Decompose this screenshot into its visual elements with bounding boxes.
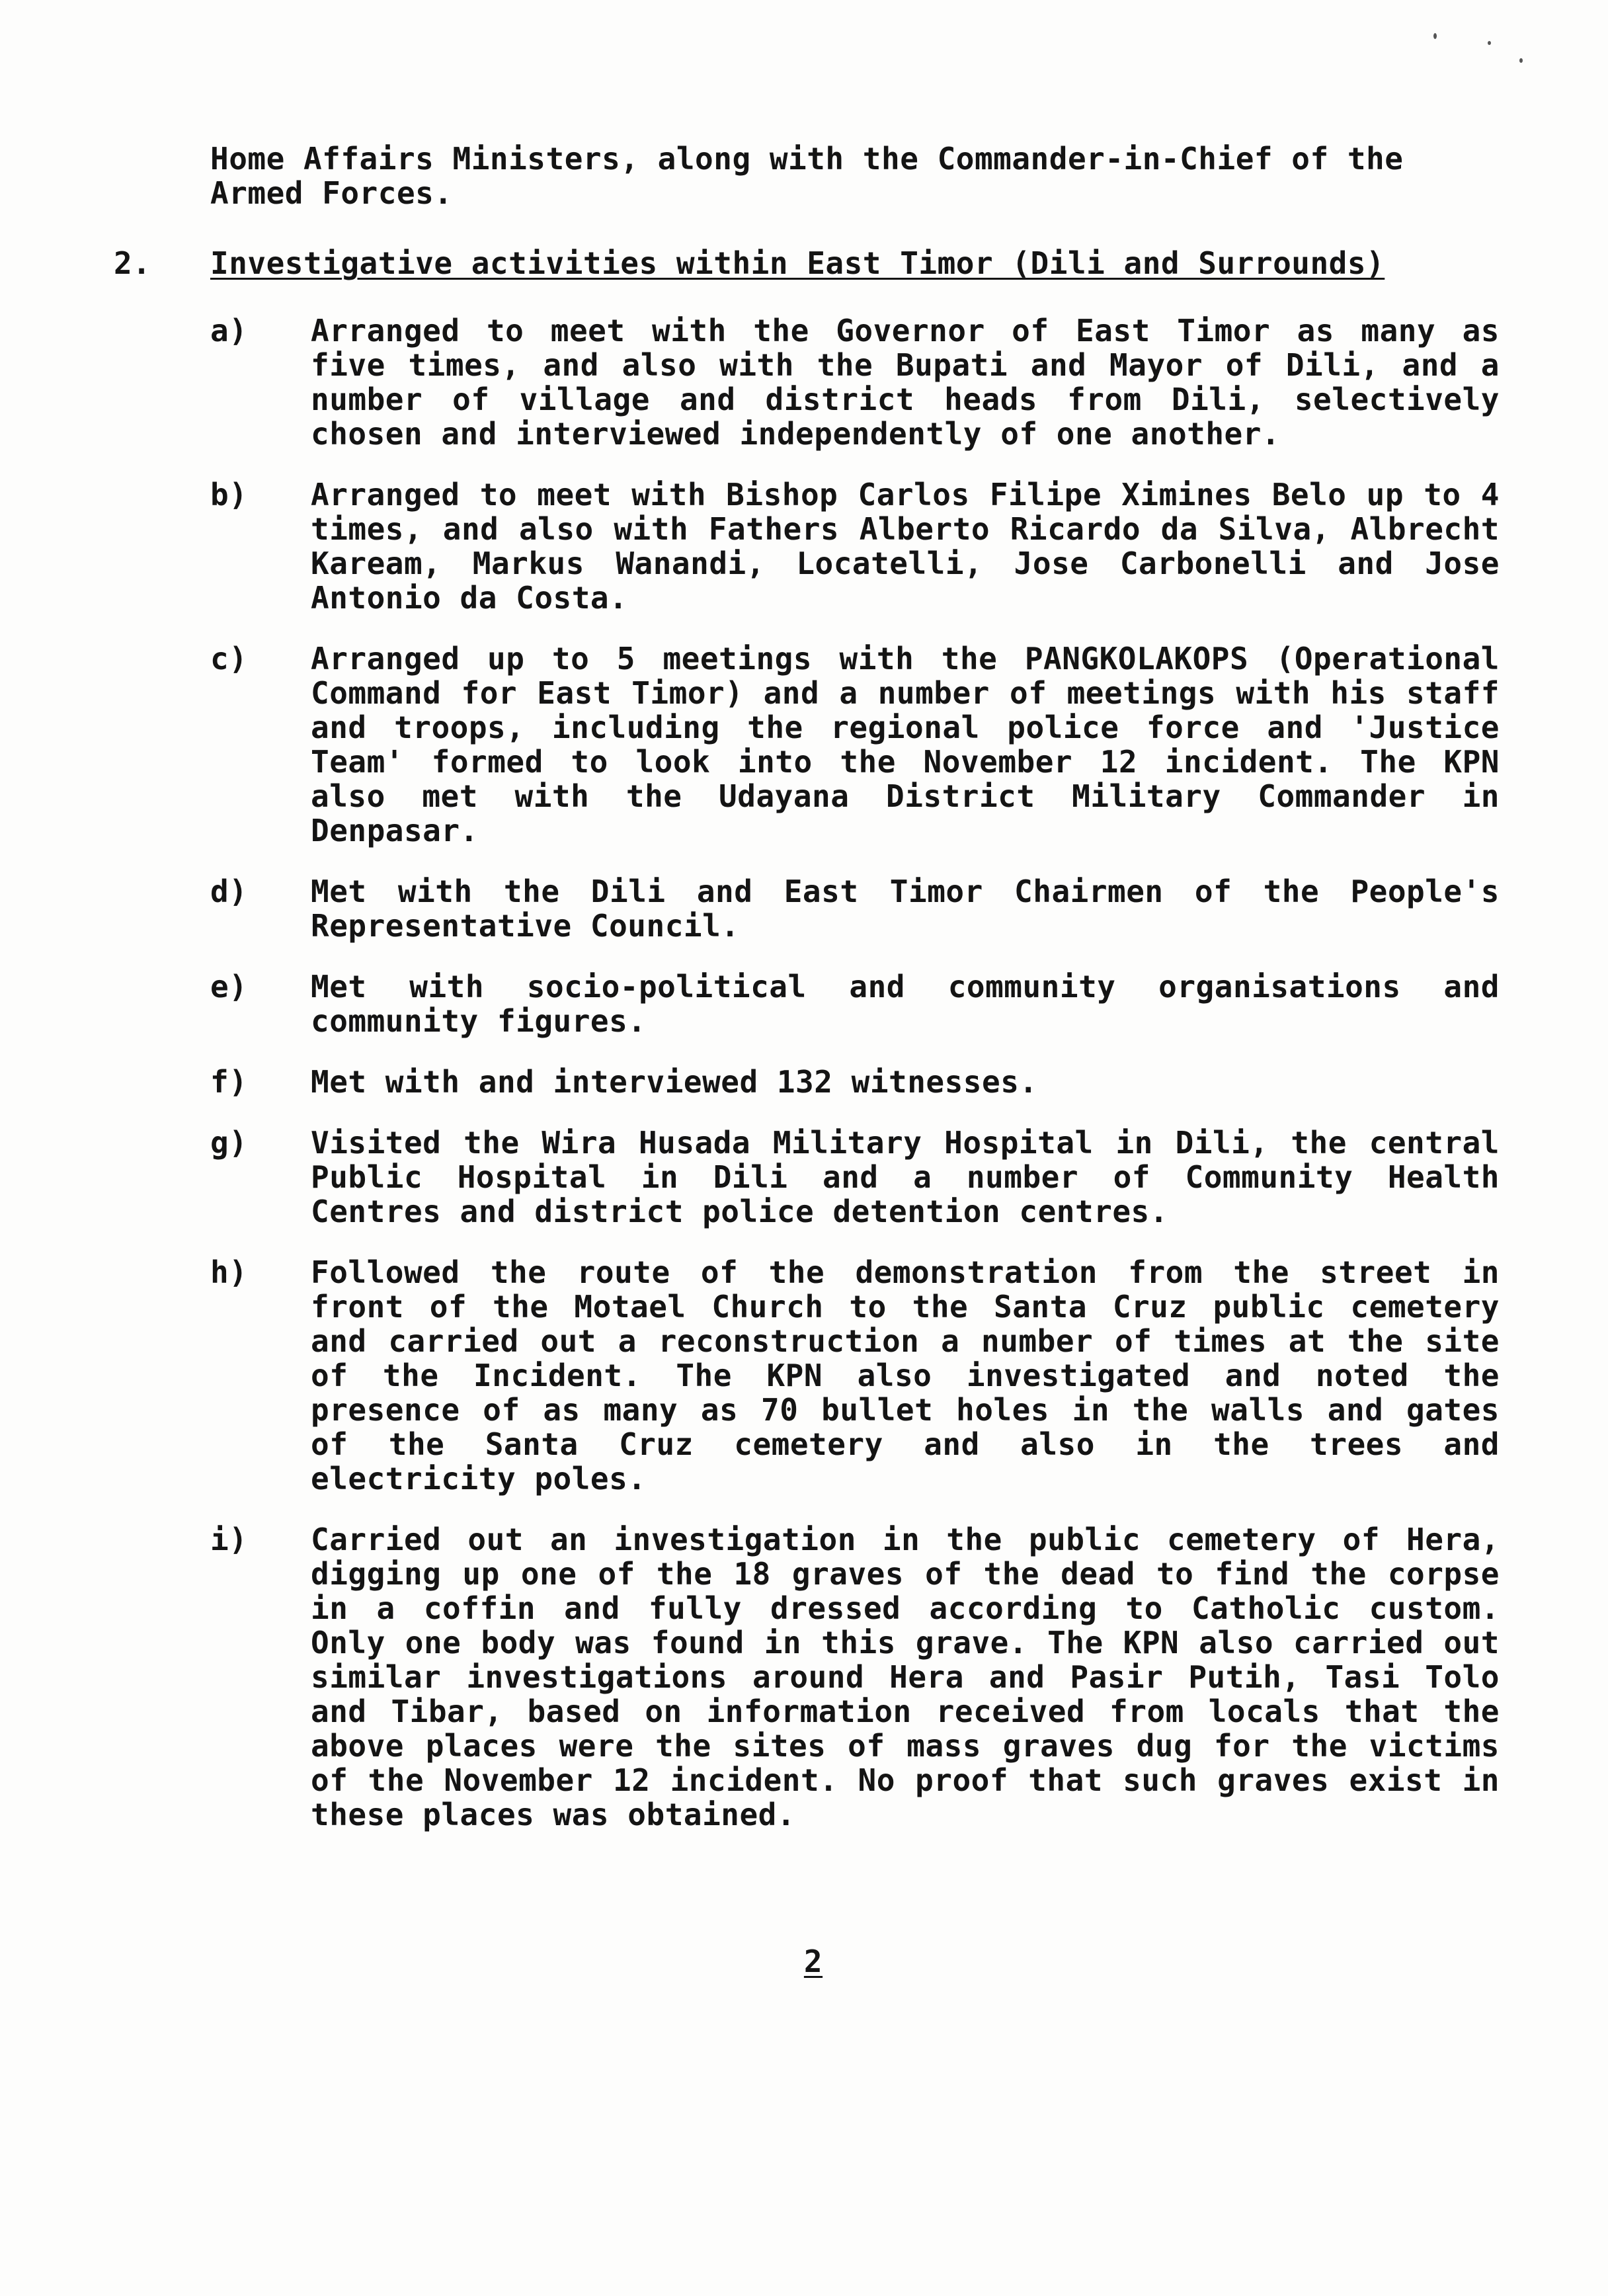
item-label: a) xyxy=(210,313,248,348)
scan-speck xyxy=(1488,41,1491,45)
intro-paragraph: Home Affairs Ministers, along with the Commander-in-Chief of the Armed Forces. xyxy=(210,141,1404,211)
item-text: Arranged up to 5 meetings with the PANGKOLAKOPS (Operational Command for East Timor) and a number of meetings with his staff and troops, including the regional police force and 'Justice Team' formed to look into the November 12 incident. The KPN also met with the Udayana District Military Commander in Denpasar. xyxy=(311,641,1500,848)
item-text: Met with the Dili and East Timor Chairmen of the People's Representative Council. xyxy=(311,874,1500,944)
item-text: Met with and interviewed 132 witnesses. xyxy=(311,1064,1038,1100)
item-text: Carried out an investigation in the public cemetery of Hera, digging up one of the 18 graves of the dead to find the corpse in a coffin and fully dressed according to Catholic custom. Only one body was found in this grave. The KPN also carried out similar investigations around Hera and Pasir Putih, Tasi Tolo and Tibar, based on information received from locals that the above places were the sites of mass graves dug for the victims of the November 12 incident. No proof that such graves exist in these places was obtained. xyxy=(311,1522,1500,1832)
item-text: Visited the Wira Husada Military Hospital in Dili, the central Public Hospital in Dili and a number of Community Health Centres and district police detention centres. xyxy=(311,1125,1500,1229)
item-text: Arranged to meet with the Governor of East Timor as many as five times, and also with the Bupati and Mayor of Dili, and a number of village and district heads from Dili, selectively chosen and interviewed independently of one another. xyxy=(311,313,1500,452)
item-text: Followed the route of the demonstration from the street in front of the Motael Church to the Santa Cruz public cemetery and carried out a reconstruction a number of times at the site of the Incident. The KPN also investigated and noted the presence of as many as 70 bullet holes in the walls and gates of the Santa Cruz cemetery and also in the trees and electricity poles. xyxy=(311,1254,1500,1496)
list-item xyxy=(210,1522,1500,1832)
list-item xyxy=(210,1255,1500,1496)
item-text: Met with socio-political and community organisations and community figures. xyxy=(311,969,1500,1039)
item-label: g) xyxy=(210,1125,248,1161)
list-item xyxy=(210,641,1500,848)
item-label: e) xyxy=(210,969,248,1004)
item-label: d) xyxy=(210,874,248,909)
section-heading xyxy=(114,246,1502,280)
list-item xyxy=(210,477,1500,615)
item-label: h) xyxy=(210,1254,248,1290)
item-label: f) xyxy=(210,1064,248,1100)
scan-speck xyxy=(1433,33,1437,39)
page-number: 2 xyxy=(803,1944,823,1979)
item-label: c) xyxy=(210,641,248,676)
scan-speck xyxy=(1519,58,1523,63)
item-text: Arranged to meet with Bishop Carlos Filipe Ximines Belo up to 4 times, and also with Fathers Alberto Ricardo da Silva, Albrecht Kaream, Markus Wanandi, Locatelli, Jose Carbonelli and Jose Antonio da Costa. xyxy=(311,477,1500,616)
item-label: i) xyxy=(210,1522,248,1557)
list-item xyxy=(210,1065,1500,1099)
list-item xyxy=(210,874,1500,943)
list-item xyxy=(210,1126,1500,1229)
list-item xyxy=(210,969,1500,1038)
section-title: Investigative activities within East Timor (Dili and Surrounds) xyxy=(210,245,1385,281)
item-label: b) xyxy=(210,477,248,512)
list-item xyxy=(210,313,1500,451)
activity-list xyxy=(210,313,1500,1858)
section-number: 2. xyxy=(114,245,151,281)
